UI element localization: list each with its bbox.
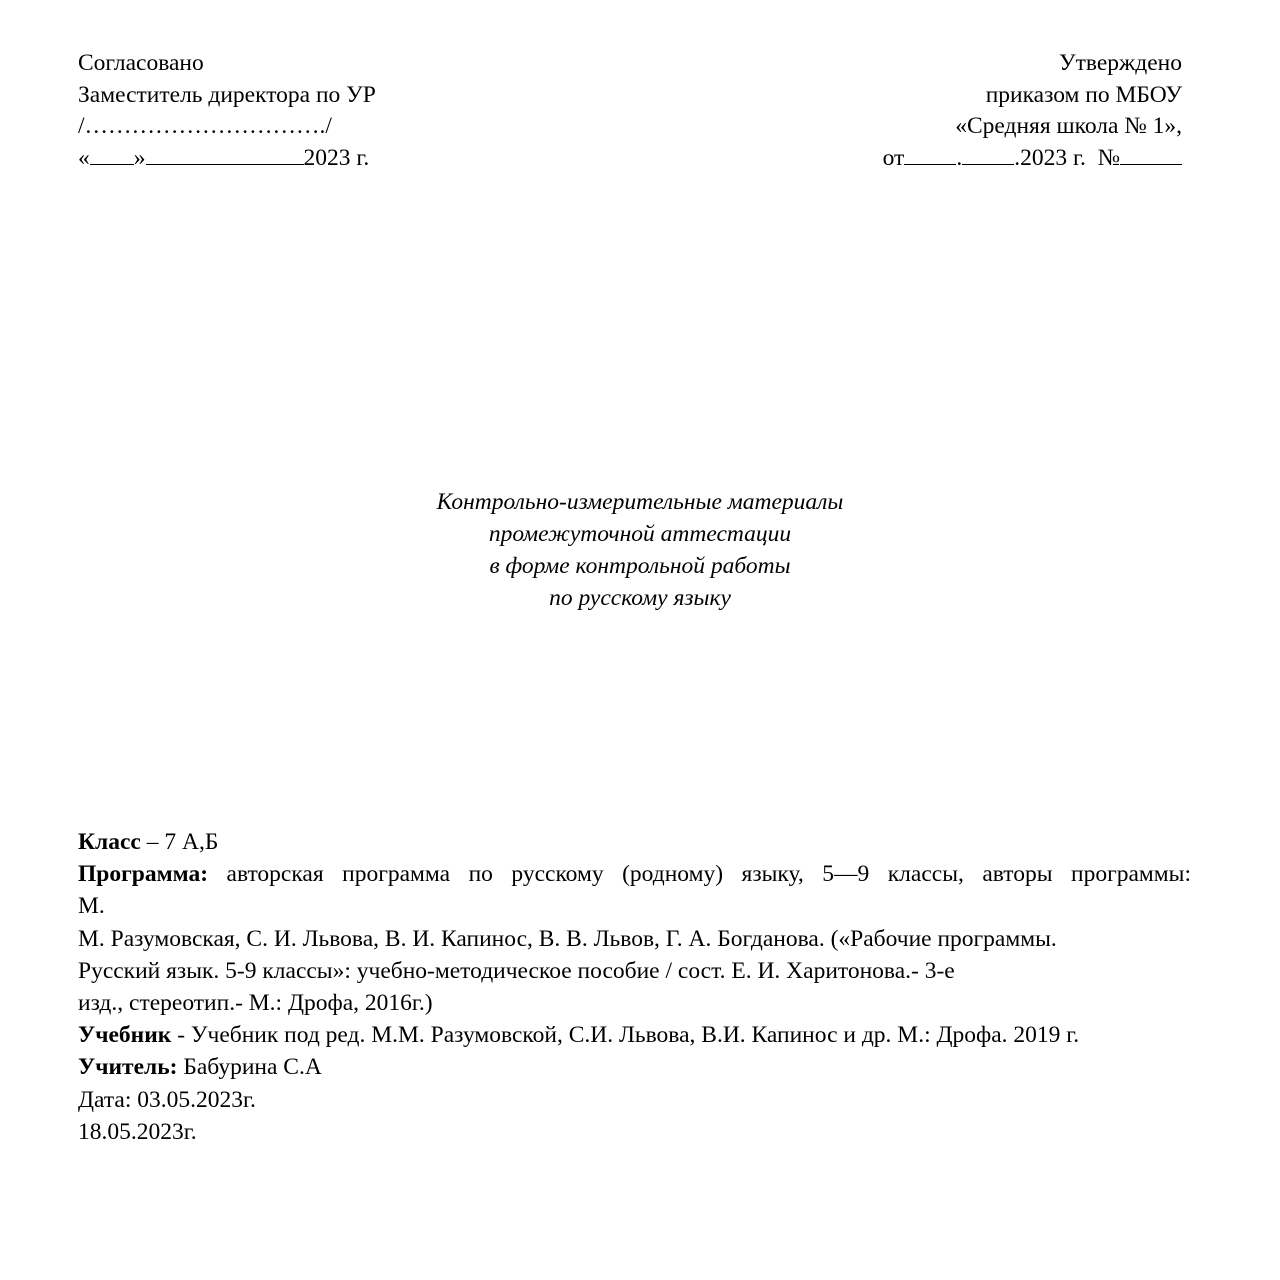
title-line-1: Контрольно-измерительные материалы xyxy=(436,489,844,515)
agreed-label: Согласовано xyxy=(78,50,204,76)
class-value: – 7 А,Б xyxy=(140,829,219,855)
date-line-1: Дата: 03.05.2023г. xyxy=(78,1086,256,1113)
textbook-label: Учебник xyxy=(78,1022,172,1049)
textbook-value: - Учебник под ред. М.М. Разумовской, С.И. Львова, В.И. Капинос и др. М.: Дрофа. 2019 г. xyxy=(171,1022,1080,1049)
date-separator-1: . xyxy=(956,144,963,171)
program-label: Программа: xyxy=(78,861,209,888)
teacher-label: Учитель: xyxy=(78,1054,178,1081)
approval-block-right xyxy=(883,48,1182,174)
program-line-3: М. Разумовская, С. И. Львова, В. И. Капинос, В. В. Львов, Г. А. Богданова. («Рабочие программы. xyxy=(78,925,1057,952)
teacher-line xyxy=(78,1051,1191,1083)
quote-close: » xyxy=(133,144,146,171)
title-line-3: в форме контрольной работы xyxy=(489,553,791,579)
textbook-line xyxy=(78,1019,1191,1051)
number-sign-label: № xyxy=(1097,144,1120,171)
from-label: от xyxy=(882,144,905,171)
document-title-block xyxy=(0,486,1280,614)
order-by-label: приказом по МБОУ xyxy=(985,81,1182,108)
program-value: авторская программа по русскому (родному) языку, 5—9 классы, авторы программы: xyxy=(208,861,1191,888)
program-line-4: Русский язык. 5-9 классы»: учебно-методическое пособие / сост. Е. И. Харитонова.- 3-е xyxy=(78,957,955,984)
school-name-label: «Средняя школа № 1», xyxy=(955,113,1182,139)
teacher-value: Бабурина С.А xyxy=(177,1054,322,1081)
course-details-block xyxy=(78,826,1191,1148)
order-day-blank-field[interactable] xyxy=(904,164,956,165)
approved-label: Утверждено xyxy=(1059,50,1182,76)
quote-open: « xyxy=(78,144,90,171)
title-line-4: по русскому языку xyxy=(549,585,731,611)
deputy-director-label: Заместитель директора по УР xyxy=(78,81,376,108)
month-blank-field[interactable] xyxy=(146,164,304,165)
program-line-5: изд., стереотип.- М.: Дрофа, 2016г.) xyxy=(78,990,433,1017)
approval-header-band xyxy=(78,48,1182,174)
year-left: 2023 г. xyxy=(303,144,370,171)
title-line-2: промежуточной аттестации xyxy=(488,521,792,547)
order-year: .2023 г. xyxy=(1014,144,1086,171)
class-line xyxy=(78,826,1191,858)
class-label: Класс xyxy=(78,829,141,855)
day-blank-field[interactable] xyxy=(90,164,134,165)
approval-block-left xyxy=(78,48,376,174)
order-month-blank-field[interactable] xyxy=(962,164,1014,165)
order-number-blank-field[interactable] xyxy=(1120,164,1182,165)
order-date-number-line xyxy=(883,143,1182,175)
program-line-2: М. xyxy=(78,893,105,920)
signature-dotted-line: /…………………………./ xyxy=(78,113,332,139)
date-blank-line-left xyxy=(78,143,376,175)
program-line-1 xyxy=(78,858,1191,890)
date-line-2: 18.05.2023г. xyxy=(78,1118,197,1145)
